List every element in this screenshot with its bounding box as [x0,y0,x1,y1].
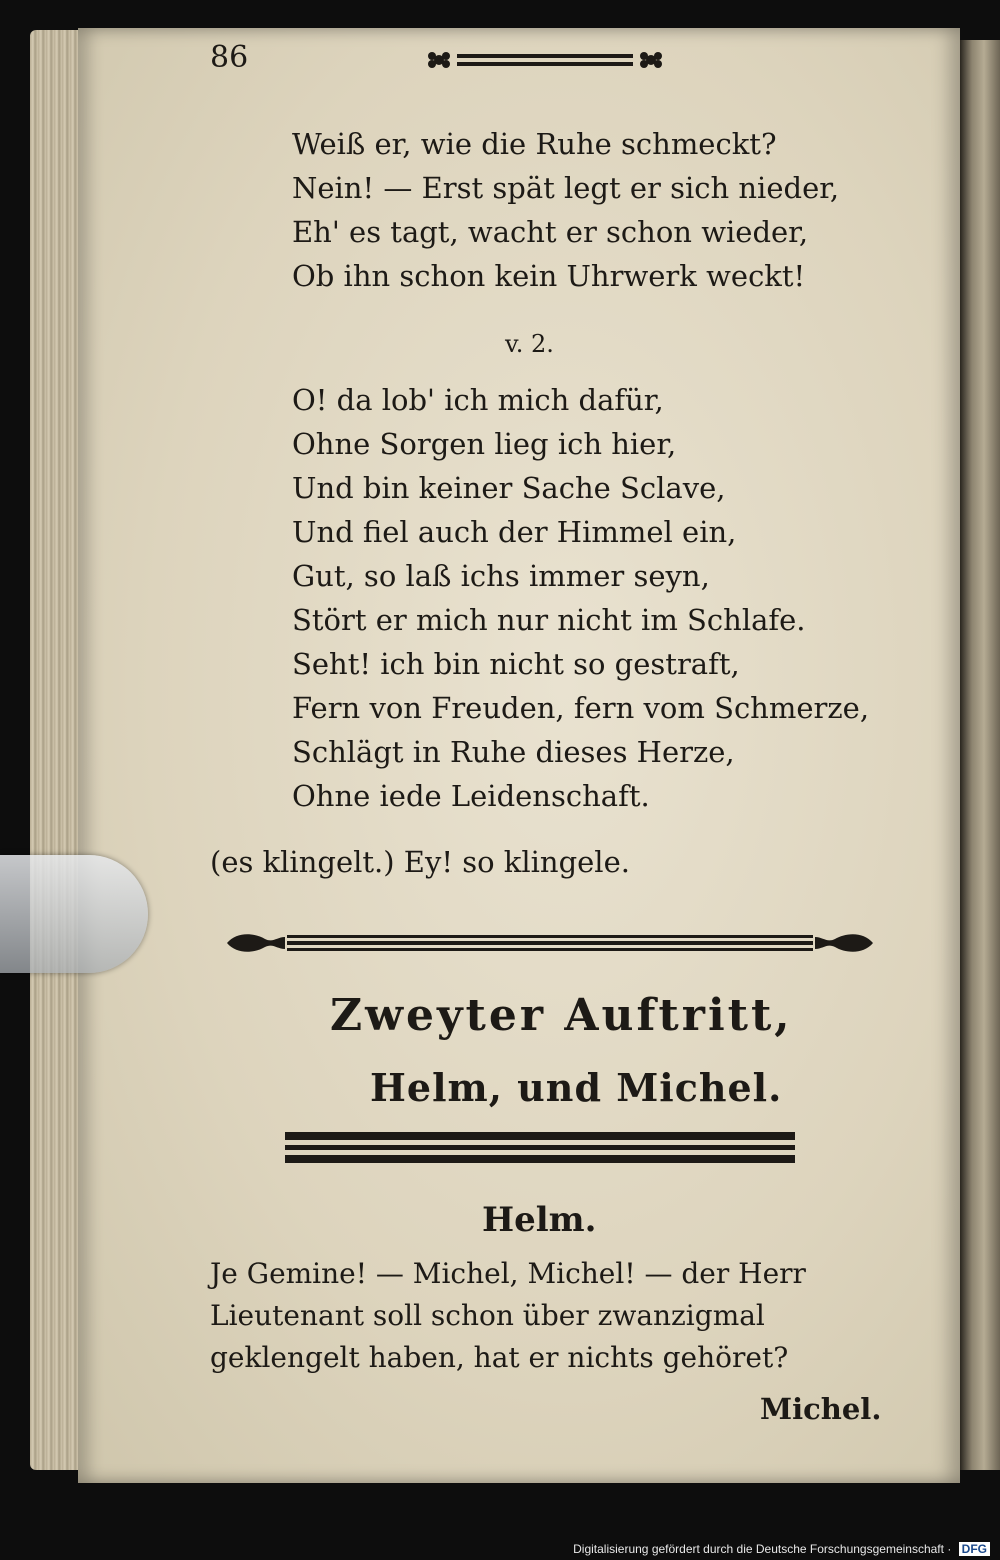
verse-line: Seht! ich bin nicht so gestraft, [292,647,740,681]
dfg-logo: DFG [959,1542,990,1556]
page-clip [0,855,148,973]
scene-characters: Helm, und Michel. [370,1065,783,1110]
header-ornament [425,46,665,74]
speaker-name: Michel. [760,1392,882,1426]
verse-stanza-1 [292,122,839,298]
verse-line: O! da lob' ich mich dafür, [292,383,664,417]
book-gutter [960,40,1000,1470]
verse-line: Schlägt in Ruhe dieses Herze, [292,735,735,769]
speech-text: Je Gemine! — Michel, Michel! — der Herr Lieutenant soll schon über zwanzigmal geklengelt haben, hat er nichts gehöret? [210,1257,806,1374]
speaker-name: Helm. [482,1200,597,1240]
verse-line: Fern von Freuden, fern vom Schmerze, [292,691,870,725]
scene-title: Zweyter Auftritt, [330,990,793,1041]
stage-direction: (es klingelt.) Ey! so klingele. [210,845,630,879]
footer-separator: · [943,1542,955,1556]
verse-line: Weiß er, wie die Ruhe schmeckt? [292,127,777,161]
verse-line: Und bin keiner Sache Sclave, [292,471,726,505]
verse-line: Ohne iede Leidenschaft. [292,779,650,813]
divider-ornament [225,925,875,961]
page-number: 86 [210,40,249,75]
verse-line: Gut, so laß ichs immer seyn, [292,559,710,593]
verse-line: Und fiel auch der Himmel ein, [292,515,737,549]
verse-line: Nein! — Erst spät legt er sich nieder, [292,171,840,205]
verse-line: Stört er mich nur nicht im Schlafe. [292,603,806,637]
footer-text: Digitalisierung gefördert durch die Deutsche Forschungsgemeinschaft [573,1542,944,1556]
verse-marker: v. 2. [505,330,554,358]
verse-line: Ob ihn schon kein Uhrwerk weckt! [292,259,806,293]
verse-line: Eh' es tagt, wacht er schon wieder, [292,215,809,249]
digitization-footer [0,1538,1000,1560]
heading-rule [285,1128,795,1168]
verse-stanza-2 [292,378,869,818]
verse-line: Ohne Sorgen lieg ich hier, [292,427,677,461]
